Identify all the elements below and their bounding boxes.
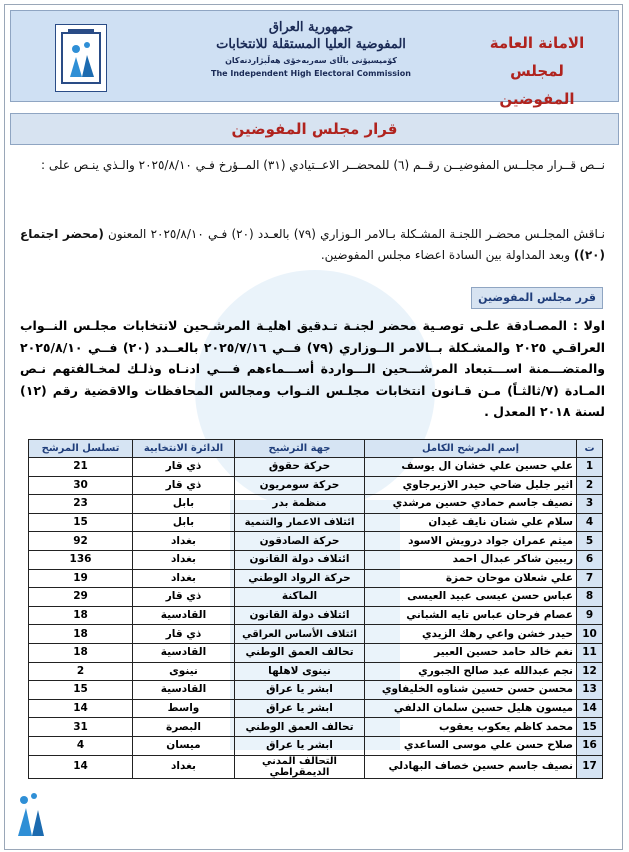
cell-name: ريبين شاكر عبدال احمد: [365, 550, 577, 569]
cell-district: واسط: [133, 699, 235, 718]
cell-index: 8: [577, 588, 603, 607]
cell-candidate-number: 21: [29, 458, 133, 477]
column-header-party: جهة الترشيح: [235, 440, 365, 458]
decision-reference-paragraph: نــص قــرار مجلــس المفوضيــن رقــم (٦) للمحضــر الاعــتيادي (٣١) المــؤرخ فـي ٢٠٢٥/٨/١٠ والـذي ينـص على :: [41, 158, 605, 172]
cell-name: محمد كاظم يعكوب يعقوب: [365, 718, 577, 737]
cell-party: ابشر يا عراق: [235, 681, 365, 700]
cell-district: ميسان: [133, 736, 235, 755]
cell-candidate-number: 23: [29, 495, 133, 514]
table-row: [29, 699, 603, 718]
cell-index: 5: [577, 532, 603, 551]
commission-logo-icon: [55, 24, 107, 92]
cell-district: بابل: [133, 513, 235, 532]
column-header-district: الدائرة الانتخابية: [133, 440, 235, 458]
cell-name: محسن حسن حسين شناوه الخليفاوي: [365, 681, 577, 700]
table-row: [29, 662, 603, 681]
cell-district: البصرة: [133, 718, 235, 737]
cell-name: حيدر خشن واعي رهك الزيدي: [365, 625, 577, 644]
cell-candidate-number: 29: [29, 588, 133, 607]
column-header-candidate-number: تسلسل المرشح: [29, 440, 133, 458]
cell-district: ذي قار: [133, 476, 235, 495]
table-row: [29, 755, 603, 778]
cell-party: ائتلاف الاعمار والتنمية: [235, 513, 365, 532]
cell-candidate-number: 2: [29, 662, 133, 681]
commission-name-english: The Independent High Electoral Commission: [211, 69, 411, 78]
cell-name: صلاح حسن علي موسى الساعدي: [365, 736, 577, 755]
cell-party: منظمة بدر: [235, 495, 365, 514]
cell-candidate-number: 4: [29, 736, 133, 755]
cell-name: سلام علي شنان نايف غيدان: [365, 513, 577, 532]
table-row: [29, 625, 603, 644]
table-row: [29, 550, 603, 569]
cell-candidate-number: 30: [29, 476, 133, 495]
cell-district: ذي قار: [133, 588, 235, 607]
cell-party: حركة الرواد الوطني: [235, 569, 365, 588]
secretariat-line-1: الامانة العامة: [489, 34, 585, 52]
table-row: [29, 736, 603, 755]
excluded-candidates-table: [28, 439, 603, 779]
cell-district: القادسية: [133, 681, 235, 700]
decision-text: اولا : المصـادقة علـى توصـية محضر لجنـة تـدقيق اهليـة المرشـحين لانتخابات مجلـس النــواب العراقـي ٢٠٢٥ والمشـكلة بــالامر الــوزاري (٧٩) فــي ٢٠٢٥/٧/١٦ بالعــدد (٢٠) فــي ٢٠٢٥/٨/١٠ والمتضـــمنة اســـتبعاد المرشـــحين الـــواردة أســـماءهم فـــي ادنـاه وذلـك لمخـالفتهم نـص المـادة (٧/ثالثـاً) مـن قـانون انتخابات مجلـس النـواب ومجالس المحافظات والاقضية رقم (١٢) لسنة ٢٠١٨ المعدل .: [20, 318, 606, 419]
column-header-index: ت: [577, 440, 603, 458]
page-title: قرار مجلس المفوضين: [10, 113, 619, 145]
table-row: [29, 606, 603, 625]
cell-party: ابشر يا عراق: [235, 736, 365, 755]
cell-candidate-number: 14: [29, 755, 133, 778]
cell-party: حركة حقوق: [235, 458, 365, 477]
cell-name: نصيف جاسم حمادي حسين مرشدي: [365, 495, 577, 514]
table-row: [29, 532, 603, 551]
column-header-name: إسم المرشح الكامل: [365, 440, 577, 458]
cell-candidate-number: 31: [29, 718, 133, 737]
decision-label: قرر مجلس المفوضين: [471, 287, 603, 309]
commission-name-kurdish: كۆمیسیۆنی باڵای سەربەخۆی هەڵبژاردنەکان: [225, 56, 397, 65]
table-row: [29, 513, 603, 532]
table-row: [29, 588, 603, 607]
cell-district: بغداد: [133, 550, 235, 569]
cell-party: نينوى لاهلها: [235, 662, 365, 681]
discussion-text-start: نـاقش المجلـس محضـر اللجنـة المشـكلة بـالامر الـوزاري (٧٩) بالعـدد (٢٠) فـي ٢٠٢٥/٨/١٠ المعنون: [103, 227, 606, 241]
cell-index: 6: [577, 550, 603, 569]
cell-candidate-number: 15: [29, 513, 133, 532]
cell-name: نجم عبدالله عبد صالح الجبوري: [365, 662, 577, 681]
cell-party: تحالف العمق الوطني: [235, 718, 365, 737]
cell-district: نينوى: [133, 662, 235, 681]
cell-index: 10: [577, 625, 603, 644]
cell-party: ائتلاف دولة القانون: [235, 606, 365, 625]
table-row: [29, 643, 603, 662]
cell-index: 2: [577, 476, 603, 495]
cell-name: عصام فرحان عباس تايه الشباني: [365, 606, 577, 625]
cell-index: 1: [577, 458, 603, 477]
footer-logo-icon: [14, 790, 46, 838]
cell-index: 12: [577, 662, 603, 681]
cell-index: 16: [577, 736, 603, 755]
table-row: [29, 718, 603, 737]
cell-name: اثير جليل ضاحي حيدر الازيرجاوي: [365, 476, 577, 495]
table-row: [29, 681, 603, 700]
discussion-paragraph: [20, 224, 605, 266]
cell-index: 4: [577, 513, 603, 532]
letterhead: [10, 10, 619, 108]
cell-district: بغداد: [133, 532, 235, 551]
cell-name: ميثم عمران جواد درويش الاسود: [365, 532, 577, 551]
cell-district: ذي قار: [133, 458, 235, 477]
cell-candidate-number: 18: [29, 606, 133, 625]
cell-party: الماكنة: [235, 588, 365, 607]
cell-candidate-number: 14: [29, 699, 133, 718]
cell-index: 14: [577, 699, 603, 718]
cell-candidate-number: 15: [29, 681, 133, 700]
cell-party: ائتلاف الأساس العراقي: [235, 625, 365, 644]
table-row: [29, 569, 603, 588]
table-row: [29, 495, 603, 514]
cell-district: بابل: [133, 495, 235, 514]
cell-candidate-number: 18: [29, 643, 133, 662]
cell-party: ائتلاف دولة القانون: [235, 550, 365, 569]
cell-party: حركة الصادقون: [235, 532, 365, 551]
secretariat-title: [472, 29, 602, 113]
cell-party: تحالف العمق الوطني: [235, 643, 365, 662]
cell-index: 13: [577, 681, 603, 700]
commission-name-arabic: المفوضية العليا المستقلة للانتخابات: [216, 37, 406, 52]
cell-candidate-number: 18: [29, 625, 133, 644]
cell-index: 15: [577, 718, 603, 737]
cell-name: ميسون هليل حسين سلمان الدلفي: [365, 699, 577, 718]
cell-candidate-number: 19: [29, 569, 133, 588]
cell-index: 7: [577, 569, 603, 588]
table-header-row: [29, 440, 603, 458]
commission-name: [186, 19, 436, 80]
cell-index: 9: [577, 606, 603, 625]
cell-district: ذي قار: [133, 625, 235, 644]
cell-district: بغداد: [133, 755, 235, 778]
cell-district: القادسية: [133, 643, 235, 662]
minutes-title: (محضر اجتماع (٢٠)): [20, 227, 605, 262]
cell-candidate-number: 92: [29, 532, 133, 551]
cell-name: نصيف جاسم حسين خصاف البهادلي: [365, 755, 577, 778]
republic-name: جمهورية العراق: [268, 20, 354, 35]
cell-party: حركة سومريون: [235, 476, 365, 495]
cell-candidate-number: 136: [29, 550, 133, 569]
cell-index: 17: [577, 755, 603, 778]
cell-index: 11: [577, 643, 603, 662]
cell-district: بغداد: [133, 569, 235, 588]
cell-index: 3: [577, 495, 603, 514]
table-row: [29, 476, 603, 495]
cell-name: علي شعلان موحان حمزة: [365, 569, 577, 588]
cell-name: عباس حسن عيسى عبيد العيسى: [365, 588, 577, 607]
cell-district: القادسية: [133, 606, 235, 625]
cell-party: التحالف المدني الديمقراطي: [235, 755, 365, 778]
secretariat-line-2: لمجلس المفوضين: [499, 62, 575, 108]
discussion-text-end: وبعد المداولة بين السادة اعضاء مجلس المفوضين.: [320, 248, 574, 262]
cell-name: علي حسين علي خشان ال يوسف: [365, 458, 577, 477]
cell-name: نغم خالد حامد حسين العبير: [365, 643, 577, 662]
table-row: [29, 458, 603, 477]
cell-party: ابشر يا عراق: [235, 699, 365, 718]
